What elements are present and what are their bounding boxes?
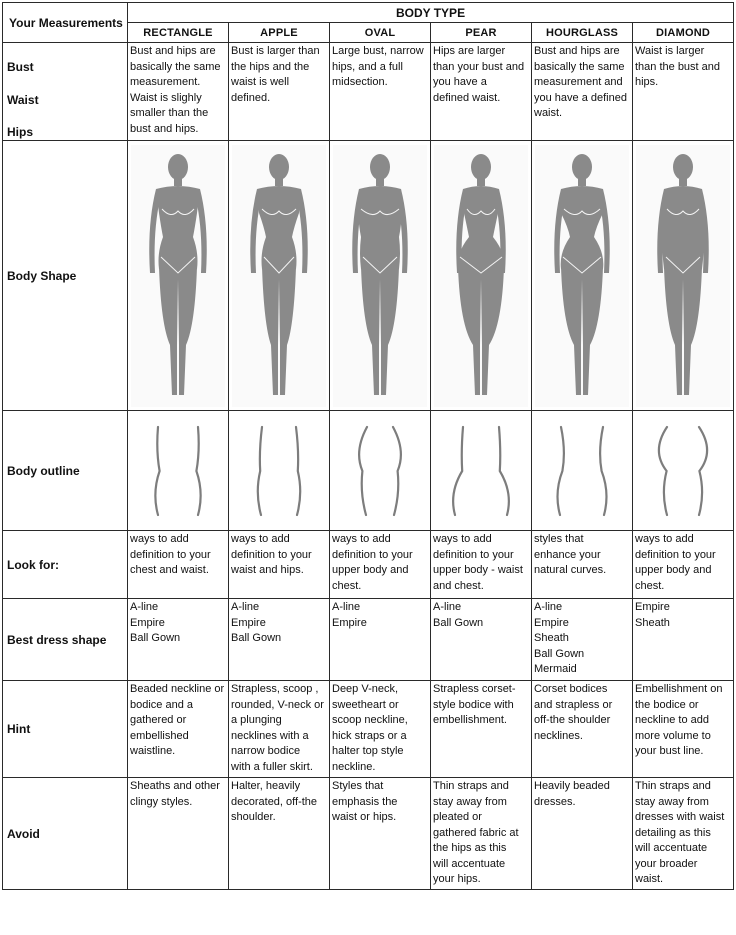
hint-line: halter top style: [332, 745, 404, 757]
body-outline-apple: [239, 421, 319, 521]
outline-cell-diamond: [633, 411, 734, 531]
measurement-line: defined.: [231, 91, 271, 104]
look-for-line: definition to your: [332, 548, 413, 561]
measurement-line: Hips are larger: [433, 45, 506, 57]
hint-line: necklines with a: [231, 729, 309, 742]
measurement-line: Bust and hips are: [534, 45, 620, 57]
body-outline-diamond: [643, 421, 723, 521]
measurement-pear: [431, 43, 532, 141]
header-apple: APPLE: [229, 23, 330, 43]
best-dress-line: Empire: [332, 616, 367, 629]
hint-line: off-the shoulder: [534, 714, 611, 726]
avoid-line: gathered fabric at: [433, 826, 519, 839]
avoid-line: decorated, off-the: [231, 795, 318, 808]
avoid-apple: [229, 778, 330, 890]
look-for-line: and chest.: [433, 579, 484, 592]
avoid-line: detailing as this: [635, 826, 711, 839]
look-for-line: upper body and: [635, 564, 712, 576]
hint-line: your bust line.: [635, 745, 704, 757]
avoid-line: waist.: [635, 873, 664, 885]
body-type-header: BODY TYPE: [128, 3, 734, 23]
hint-oval: [330, 681, 431, 778]
best-dress-line: Ball Gown: [534, 647, 585, 660]
look-for-line: definition to your: [433, 548, 514, 561]
avoid-line: dresses with waist: [635, 811, 725, 823]
measurement-rectangle: [128, 43, 229, 141]
avoid-line: Thin straps and: [433, 780, 509, 792]
best-dress-line: A-line: [534, 601, 563, 613]
measurement-oval: [330, 43, 431, 141]
hint-line: bodice and a: [130, 698, 193, 711]
body-figure-pear: [434, 145, 528, 407]
measurement-line: than your bust and: [433, 60, 525, 73]
look-for-rectangle: [128, 531, 229, 599]
measurement-line: bust and hips.: [130, 122, 199, 135]
avoid-line: Styles that: [332, 780, 384, 792]
hint-line: neckline.: [332, 760, 376, 773]
best-dress-line: Mermaid: [534, 663, 577, 675]
hint-line: hick straps or a: [332, 729, 407, 742]
hint-line: sweetheart or: [332, 698, 399, 711]
hint-line: style bodice with: [433, 698, 514, 711]
avoid-diamond: [633, 778, 734, 890]
hint-line: Strapless, scoop ,: [231, 683, 319, 695]
look-for-line: styles that: [534, 533, 584, 545]
body-outline-pear: [441, 421, 521, 521]
hips-label: Hips: [7, 125, 34, 139]
body-outline-oval: [340, 421, 420, 521]
look-for-line: definition to your: [635, 548, 716, 561]
look-for-line: upper body - waist: [433, 564, 523, 576]
best-dress-line: Ball Gown: [433, 616, 484, 629]
hint-apple: [229, 681, 330, 778]
look-for-oval: [330, 531, 431, 599]
best-dress-line: Sheath: [635, 616, 670, 629]
figure-cell-pear: [431, 141, 532, 411]
header-oval: OVAL: [330, 23, 431, 43]
best-dress-diamond: [633, 599, 734, 681]
hint-line: a plunging: [231, 714, 282, 726]
hint-line: Corset bodices: [534, 683, 608, 695]
avoid-oval: [330, 778, 431, 890]
look-for-line: definition to your: [231, 548, 312, 561]
body-figure-hourglass: [535, 145, 629, 407]
outline-cell-oval: [330, 411, 431, 531]
hint-line: the bodice or: [635, 698, 699, 711]
avoid-line: shoulder.: [231, 811, 276, 823]
avoid-pear: [431, 778, 532, 890]
measurement-line: Waist is larger: [635, 45, 705, 57]
measurement-line: Bust is larger than: [231, 45, 320, 57]
measurement-line: than the bust and: [635, 60, 721, 73]
hint-line: necklines.: [534, 729, 583, 742]
hint-line: and strapless or: [534, 698, 613, 711]
hint-line: narrow bodice: [231, 745, 301, 757]
measurement-line: basically the same: [534, 60, 625, 73]
measurement-line: you have a: [433, 76, 487, 88]
measurement-line: Waist is slighly: [130, 91, 202, 104]
measurement-line: measurement and: [534, 76, 623, 88]
hint-line: more volume to: [635, 729, 711, 742]
avoid-line: your hips.: [433, 873, 481, 885]
look-for-line: chest and waist.: [130, 564, 209, 576]
hint-pear: [431, 681, 532, 778]
avoid-line: Thin straps and: [635, 780, 711, 792]
look-for-line: chest.: [635, 579, 665, 592]
look-for-line: definition to your: [130, 548, 211, 561]
hint-line: embellished: [130, 729, 189, 742]
best-dress-oval: [330, 599, 431, 681]
body-figure-oval: [333, 145, 427, 407]
measurement-line: midsection.: [332, 76, 388, 88]
hint-line: scoop neckline,: [332, 714, 408, 726]
hint-line: Beaded neckline or: [130, 683, 225, 695]
hint-line: with a fuller skirt.: [231, 760, 313, 773]
look-for-apple: [229, 531, 330, 599]
look-for-line: waist and hips.: [231, 564, 304, 576]
best-dress-line: A-line: [130, 601, 159, 613]
measurement-line: Bust and hips are: [130, 45, 216, 57]
look-for-line: ways to add: [635, 533, 694, 545]
body-figure-apple: [232, 145, 326, 407]
best-dress-shape-label: Best dress shape: [3, 599, 128, 681]
body-figure-rectangle: [131, 145, 225, 407]
header-diamond: DIAMOND: [633, 23, 734, 43]
best-dress-line: Ball Gown: [130, 632, 181, 644]
measurement-line: Large bust, narrow: [332, 45, 424, 57]
measurement-line: smaller than the: [130, 107, 209, 119]
best-dress-line: A-line: [231, 601, 260, 613]
avoid-hourglass: [532, 778, 633, 890]
measurement-line: hips, and a full: [332, 60, 403, 73]
measurement-apple: [229, 43, 330, 141]
avoid-rectangle: [128, 778, 229, 890]
measurement-line: basically the same: [130, 60, 221, 73]
hint-line: waistline.: [130, 745, 176, 757]
avoid-line: dresses.: [534, 795, 576, 808]
measurements-labels-cell: [3, 43, 128, 141]
avoid-line: Halter, heavily: [231, 780, 301, 792]
look-for-line: chest.: [332, 579, 362, 592]
measurement-line: you have a defined: [534, 91, 627, 104]
body-outline-hourglass: [542, 421, 622, 521]
measurement-hourglass: [532, 43, 633, 141]
best-dress-line: Empire: [130, 616, 165, 629]
look-for-line: ways to add: [433, 533, 492, 545]
avoid-line: will accentuate: [433, 857, 506, 870]
measurement-line: the hips and the: [231, 60, 310, 73]
measurement-line: hips.: [635, 76, 659, 88]
hint-rectangle: [128, 681, 229, 778]
look-for-line: natural curves.: [534, 564, 607, 576]
best-dress-line: Sheath: [534, 632, 569, 644]
figure-cell-rectangle: [128, 141, 229, 411]
measurement-diamond: [633, 43, 734, 141]
header-hourglass: HOURGLASS: [532, 23, 633, 43]
hint-line: Deep V-neck,: [332, 683, 399, 695]
body-outline-label: Body outline: [3, 411, 128, 531]
figure-cell-apple: [229, 141, 330, 411]
look-for-pear: [431, 531, 532, 599]
best-dress-line: Ball Gown: [231, 632, 282, 644]
avoid-label: Avoid: [3, 778, 128, 890]
best-dress-line: Empire: [635, 601, 670, 613]
avoid-line: stay away from: [635, 795, 709, 808]
avoid-line: Heavily beaded: [534, 780, 610, 792]
figure-cell-diamond: [633, 141, 734, 411]
look-for-label: Look for:: [3, 531, 128, 599]
hint-hourglass: [532, 681, 633, 778]
measurements-header: Your Measurements: [3, 3, 128, 43]
avoid-line: Sheaths and other: [130, 780, 220, 792]
best-dress-line: A-line: [332, 601, 361, 613]
look-for-hourglass: [532, 531, 633, 599]
figure-cell-oval: [330, 141, 431, 411]
bust-label: Bust: [7, 60, 34, 74]
look-for-line: ways to add: [130, 533, 189, 545]
outline-cell-apple: [229, 411, 330, 531]
best-dress-apple: [229, 599, 330, 681]
look-for-line: upper body and: [332, 564, 409, 576]
best-dress-hourglass: [532, 599, 633, 681]
look-for-line: enhance your: [534, 548, 601, 561]
outline-cell-pear: [431, 411, 532, 531]
measurement-line: measurement.: [130, 76, 201, 88]
body-outline-rectangle: [138, 421, 218, 521]
waist-label: Waist: [7, 93, 39, 107]
avoid-line: emphasis the: [332, 795, 398, 808]
avoid-line: your broader: [635, 857, 698, 870]
best-dress-line: A-line: [433, 601, 462, 613]
measurement-line: defined waist.: [433, 91, 501, 104]
measurement-line: waist is well: [231, 76, 290, 88]
body-type-table: [2, 2, 734, 890]
body-shape-label: Body Shape: [3, 141, 128, 411]
figure-cell-hourglass: [532, 141, 633, 411]
header-pear: PEAR: [431, 23, 532, 43]
hint-line: gathered or: [130, 714, 187, 726]
outline-cell-rectangle: [128, 411, 229, 531]
look-for-line: ways to add: [231, 533, 290, 545]
avoid-line: pleated or: [433, 811, 482, 823]
avoid-line: waist or hips.: [332, 811, 397, 823]
hint-line: Strapless corset-: [433, 683, 516, 695]
avoid-line: clingy styles.: [130, 795, 193, 808]
hint-line: rounded, V-neck or: [231, 698, 324, 711]
hint-line: Embellishment on: [635, 683, 723, 695]
best-dress-pear: [431, 599, 532, 681]
avoid-line: stay away from: [433, 795, 507, 808]
outline-cell-hourglass: [532, 411, 633, 531]
avoid-line: the hips as this: [433, 842, 507, 854]
look-for-line: ways to add: [332, 533, 391, 545]
best-dress-rectangle: [128, 599, 229, 681]
header-rectangle: RECTANGLE: [128, 23, 229, 43]
hint-line: neckline to add: [635, 714, 709, 726]
avoid-line: will accentuate: [635, 842, 708, 854]
body-figure-diamond: [636, 145, 730, 407]
look-for-diamond: [633, 531, 734, 599]
hint-line: embellishment.: [433, 714, 507, 726]
best-dress-line: Empire: [231, 616, 266, 629]
measurement-line: waist.: [534, 107, 563, 119]
hint-diamond: [633, 681, 734, 778]
best-dress-line: Empire: [534, 616, 569, 629]
hint-label: Hint: [3, 681, 128, 778]
